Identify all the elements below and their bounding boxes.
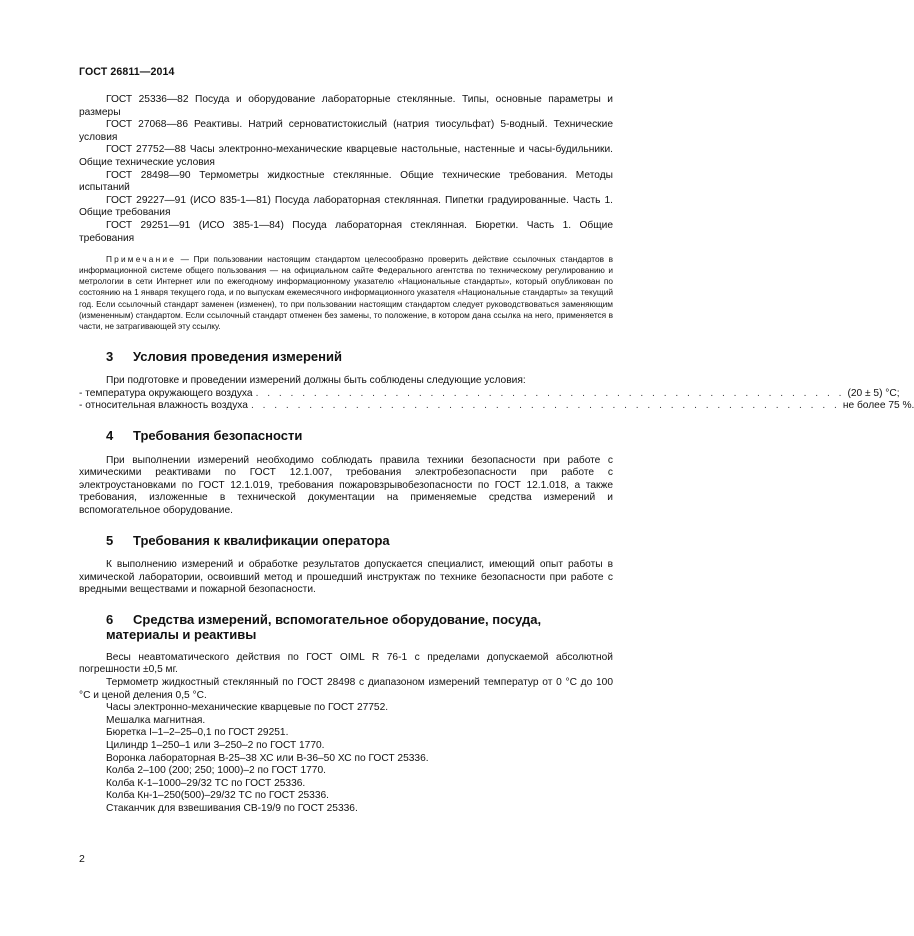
condition-label: - относительная влажность воздуха — [79, 400, 248, 412]
reference-item: ГОСТ 27752—88 Часы электронно-механические кварцевые настольные, настенные и часы-будильники. Общие технические условия — [79, 144, 613, 168]
section-5 — [79, 533, 613, 597]
section-6 — [79, 612, 613, 816]
equipment-item: Весы неавтоматического действия по ГОСТ OIML R 76-1 с пределами допускаемой абсолютной погрешности ±0,5 мг. — [79, 651, 613, 676]
reference-item: ГОСТ 29251—91 (ИСО 385-1—84) Посуда лабораторная стеклянная. Бюретки. Часть 1. Общие требования — [79, 219, 613, 244]
equipment-item: Колба 2–100 (200; 250; 1000)–2 по ГОСТ 1770. — [106, 765, 326, 777]
section-title: Требования к квалификации оператора — [133, 532, 390, 548]
page-number: 2 — [79, 853, 85, 865]
leader-dots: . . . . . . . . . . . . . . . . . . . . . . . . . . . . . . . . . . . . . . . . . . . . . . . . . . . — [255, 387, 845, 399]
note-label: Примечание — [106, 254, 177, 265]
document-header: ГОСТ 26811—2014 — [79, 66, 175, 78]
condition-value: не более 75 %. — [842, 400, 914, 412]
section-title: Требования безопасности — [133, 428, 303, 444]
section-number: 3 — [106, 348, 114, 364]
reference-item: ГОСТ 27068—86 Реактивы. Натрий серноватистокислый (натрия тиосульфат) 5-водный. Технические условия — [79, 119, 613, 143]
reference-item: ГОСТ 28498—90 Термометры жидкостные стеклянные. Общие технические требования. Методы испытаний — [79, 169, 613, 194]
section-heading — [79, 533, 613, 549]
normative-references-list — [79, 94, 613, 245]
note-text: — При пользовании настоящим стандартом целесообразно проверить действие ссылочных стандартов в информационной системе общего пользования — на официальном сайте Федерального агентства по техническому регулированию и метрологии в сети Интернет или по ежегодному информационному указателю «Национальные стандарты», который опубликован по состоянию на 1 января текущего года, и по выпускам ежемесячного информационного указателя «Национальные стандарты» за текущий год. Если ссылочный стандарт заменен (изменен), то при пользовании настоящим стандартом следует руководствоваться заменяющим (измененным) стандартом. Если ссылочный стандарт отменен без замены, то положение, в котором дана ссылка на него, применяется в части, не затрагивающей эту ссылку. — [79, 254, 613, 331]
reference-item: ГОСТ 29227—91 (ИСО 835-1—81) Посуда лабораторная стеклянная. Пипетки градуированные. Часть 1. Общие требования — [79, 194, 613, 219]
section-number: 5 — [106, 532, 114, 548]
section-number: 6 — [106, 611, 114, 627]
section-title: Условия проведения измерений — [133, 348, 342, 364]
section-title: Средства измерений, вспомогательное оборудование, посуда, материалы и реактивы — [106, 611, 542, 643]
page-body — [79, 94, 914, 816]
leader-dots: . . . . . . . . . . . . . . . . . . . . . . . . . . . . . . . . . . . . . . . . . . . . . . . . . . . — [250, 400, 840, 412]
section-3-intro: При подготовке и проведении измерений должны быть соблюдены следующие условия: — [106, 375, 526, 387]
section-4 — [79, 428, 613, 517]
note-paragraph — [79, 254, 613, 332]
condition-temperature — [79, 387, 900, 401]
section-4-text: При выполнении измерений необходимо соблюдать правила техники безопасности при работе с химическими реактивами по ГОСТ 12.1.007, требования электробезопасности при работе с электроустановками по ГОСТ 12.1.019, требования пожаровзрывобезопасности по ГОСТ 12.1.018, а также требования, изложенные в технической документации на применяемые средства измерений и вспомогательное оборудование. — [79, 454, 613, 516]
equipment-item: Мешалка магнитная. — [106, 714, 206, 726]
section-heading — [79, 428, 613, 444]
condition-value: (20 ± 5) °C; — [847, 387, 900, 399]
equipment-item: Термометр жидкостный стеклянный по ГОСТ 28498 с диапазоном измерений температур от 0 °C до 100 °C и ценой деления 0,5 °C. — [79, 677, 613, 701]
section-number: 4 — [106, 428, 114, 444]
section-3 — [79, 348, 914, 413]
equipment-item: Воронка лабораторная В-25–38 ХС или В-36–50 ХС по ГОСТ 25336. — [106, 752, 429, 764]
equipment-item: Часы электронно-механические кварцевые по ГОСТ 27752. — [106, 702, 389, 714]
equipment-item: Бюретка I–1–2–25–0,1 по ГОСТ 29251. — [106, 727, 289, 739]
condition-humidity — [79, 400, 914, 413]
section-heading — [79, 612, 613, 643]
condition-label: - температура окружающего воздуха — [79, 387, 253, 399]
section-heading — [79, 349, 613, 365]
equipment-item: Колба Кн-1–250(500)–29/32 ТС по ГОСТ 25336. — [106, 790, 329, 802]
section-5-text: К выполнению измерений и обработке результатов допускается специалист, имеющий опыт работы в химической лаборатории, освоивший метод и прошедший инструктаж по технике безопасности при работе с вредными веществами и пожарной безопасности. — [79, 559, 613, 596]
equipment-item: Стаканчик для взвешивания СВ-19/9 по ГОСТ 25336. — [106, 802, 358, 814]
equipment-item: Цилиндр 1–250–1 или 3–250–2 по ГОСТ 1770. — [106, 739, 325, 751]
equipment-item: Колба К-1–1000–29/32 ТС по ГОСТ 25336. — [106, 777, 306, 789]
reference-item: ГОСТ 25336—82 Посуда и оборудование лабораторные стеклянные. Типы, основные параметры и размеры — [79, 94, 613, 118]
